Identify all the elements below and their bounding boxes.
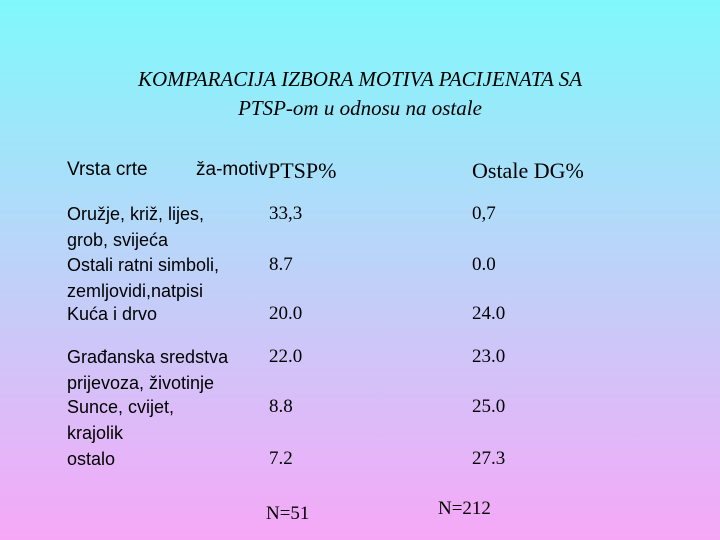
- row-label-line: Sunce, cvijet,: [67, 397, 175, 417]
- row-ptsp-value: 22.0: [269, 346, 303, 367]
- row-label-line: Ostali ratni simboli,: [67, 255, 220, 275]
- row-label-line: zemljovidi,natpisi: [67, 281, 204, 301]
- header-motiv: ža-motiv: [196, 159, 268, 180]
- row-ptsp-value: 33,3: [269, 203, 303, 224]
- row-label-line: Kuća i drvo: [67, 304, 158, 324]
- row-ptsp-value: 8.8: [269, 396, 293, 417]
- header-vrsta-crte: Vrsta crte: [67, 159, 148, 180]
- row-ptsp-value: 7.2: [269, 448, 293, 469]
- ptsp-sample-size: N=51: [266, 503, 310, 524]
- row-label-line: prijevoza, životinje: [67, 373, 215, 393]
- slide-title-line-2: PTSP-om u odnosu na ostale: [238, 96, 482, 120]
- ostale-sample-size: N=212: [438, 498, 491, 519]
- header-ostale-dg: Ostale DG%: [472, 158, 584, 183]
- row-ptsp-value: 8.7: [269, 254, 293, 275]
- row-ostale-value: 0.0: [472, 254, 496, 275]
- row-ostale-value: 0,7: [472, 203, 496, 224]
- row-label-line: grob, svijeća: [67, 230, 169, 250]
- row-label-line: krajolik: [67, 423, 124, 443]
- row-ptsp-value: 20.0: [269, 303, 303, 324]
- row-label-line: ostalo: [67, 449, 116, 469]
- row-label-line: Oružje, križ, lijes,: [67, 204, 205, 224]
- row-ostale-value: 25.0: [472, 396, 506, 417]
- row-label-line: Građanska sredstva: [67, 347, 229, 367]
- row-ostale-value: 23.0: [472, 346, 506, 367]
- slide-title-line-1: KOMPARACIJA IZBORA MOTIVA PACIJENATA SA: [137, 67, 583, 91]
- header-ptsp: PTSP%: [268, 158, 337, 183]
- row-ostale-value: 27.3: [472, 448, 506, 469]
- row-ostale-value: 24.0: [472, 303, 506, 324]
